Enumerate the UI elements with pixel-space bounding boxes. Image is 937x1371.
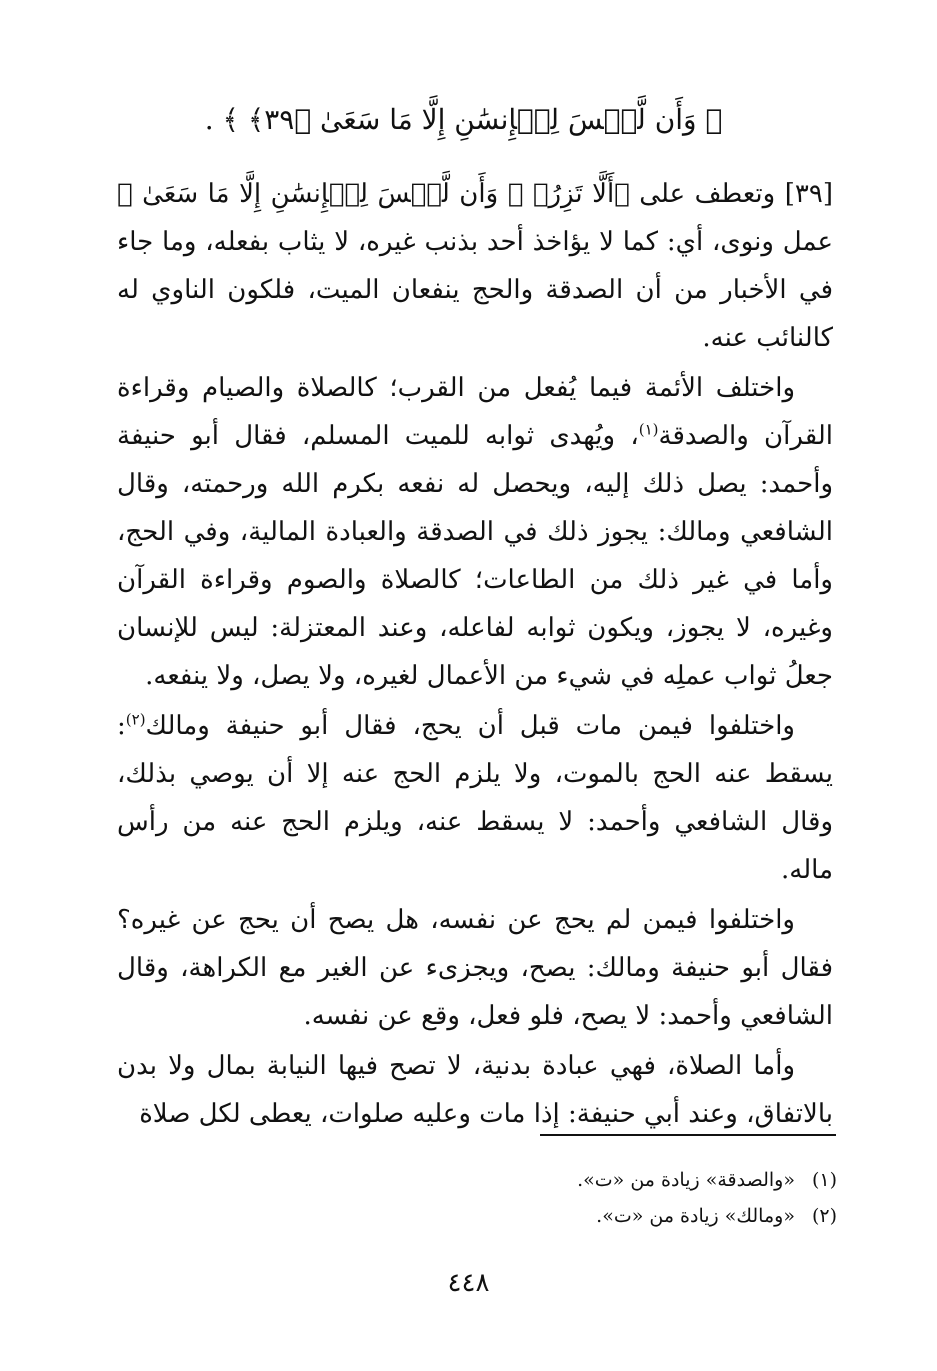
footnote-text: «ومالك» زيادة من «ت». xyxy=(596,1205,795,1227)
paragraph-2-part-2: ، ويُهدى ثوابه للميت المسلم، فقال أبو حنيفة وأحمد: يصل ذلك إليه، ويحصل له نفعه بكرم الله ورحمته، وقال الشافعي ومالك: يجوز ذلك في الصدقة والعبادة المالية، وفي الحج، وأما في غير ذلك من الطاعات؛ كالصلاة والصوم وقراءة القرآن وغيره، لا يجوز، ويكون ثوابه لفاعله، وعند المعتزلة: ليس للإنسان جعلُ ثواب عملِه في شيء من الأعمال لغيره، ولا يصل، ولا ينفعه. xyxy=(117,421,833,691)
quran-verse: ﴿ وَأَن لَّيۡسَ لِلۡإِنسَٰنِ إِلَّا مَا سَعَىٰ ﴿٣٩﴾ ﴾ . xyxy=(204,103,723,136)
footnote-text: «والصدقة» زيادة من «ت». xyxy=(577,1169,795,1191)
paragraph-2 xyxy=(117,364,833,700)
paragraph-1: [٣٩] وتعطف على ﴿أَلَّا تَزِرُ﴾ ﴿ وَأَن لَّيۡسَ لِلۡإِنسَٰنِ إِلَّا مَا سَعَىٰ ﴾ عمل ونوى، أي: كما لا يؤاخذ أحد بذنب غيره، لا يثاب بفعله، وما جاء في الأخبار من أن الصدقة والحج ينفعان الميت، فلكون الناوي له كالنائب عنه. xyxy=(117,179,833,353)
footnote-number: (١) xyxy=(811,1169,837,1191)
footnote-2 xyxy=(300,1198,837,1234)
footnote-number: (٢) xyxy=(811,1205,837,1227)
paragraph-3-part-2: : يسقط عنه الحج بالموت، ولا يلزم الحج عنه إلا أن يوصي بذلك، وقال الشافعي وأحمد: لا يسقط عنه، ويلزم الحج عنه من رأس ماله. xyxy=(117,711,833,885)
footnote-divider xyxy=(540,1134,836,1136)
footnote-ref-2[interactable]: (٢) xyxy=(125,710,146,729)
main-text xyxy=(117,170,833,1140)
paragraph-5: وأما الصلاة، فهي عبادة بدنية، لا تصح فيها النيابة بمال ولا بدن بالاتفاق، وعند أبي حنيفة: إذا مات وعليه صلوات، يعطى لكل صلاة xyxy=(117,1051,833,1129)
paragraph-2-part-1: واختلف الأئمة فيما يُفعل من القرب؛ كالصلاة والصيام وقراءة القرآن والصدقة xyxy=(117,373,833,451)
footnotes xyxy=(300,1162,837,1234)
page-number: ٤٤٨ xyxy=(447,1268,490,1298)
footnote-1 xyxy=(300,1162,837,1198)
footnote-ref-1[interactable]: (١) xyxy=(638,420,659,439)
paragraph-3-part-1: واختلفوا فيمن مات قبل أن يحج، فقال أبو حنيفة ومالك xyxy=(145,711,795,741)
paragraph-4: واختلفوا فيمن لم يحج عن نفسه، هل يصح أن يحج عن غيره؟ فقال أبو حنيفة ومالك: يصح، ويجزىء عن الغير مع الكراهة، وقال الشافعي وأحمد: لا يصح، فلو فعل، وقع عن نفسه. xyxy=(117,905,833,1031)
paragraph-3 xyxy=(117,702,833,894)
